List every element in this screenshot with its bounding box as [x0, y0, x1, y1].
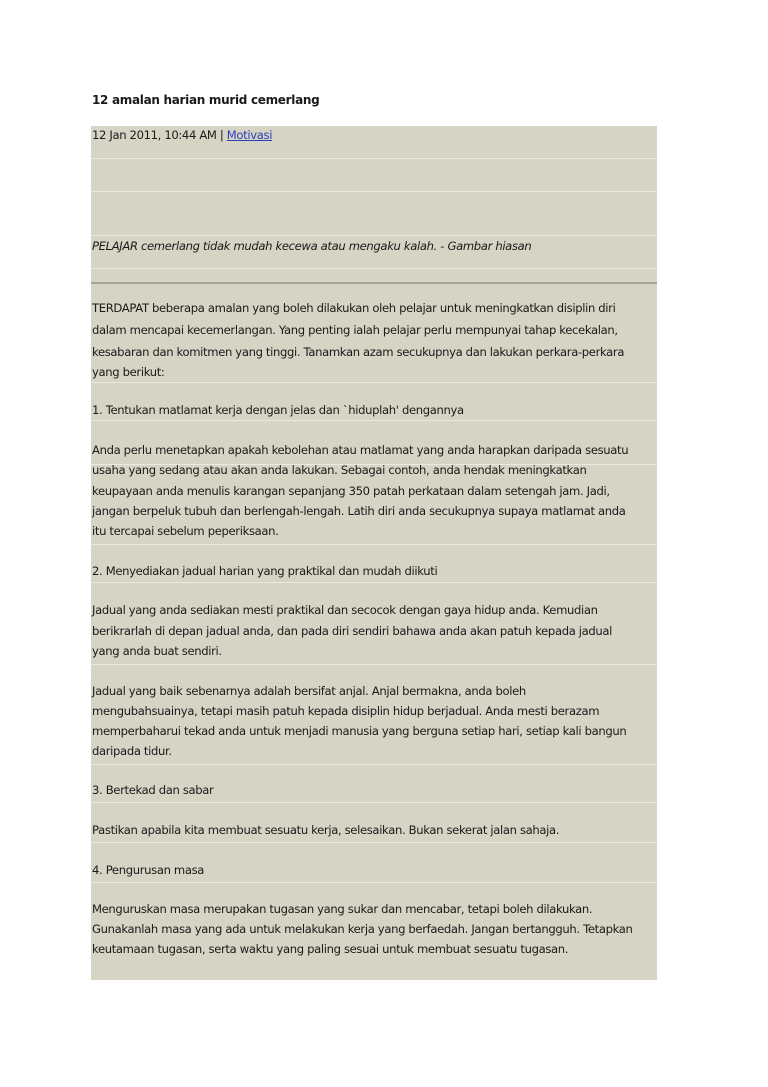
horizontal-rule — [91, 282, 657, 284]
paragraph-line: Anda perlu menetapkan apakah kebolehan atau matlamat yang anda harapkan daripada sesuatu — [92, 443, 629, 457]
paragraph-line: yang anda buat sendiri. — [92, 644, 222, 658]
row-divider — [91, 882, 657, 883]
paragraph-line: usaha yang sedang atau akan anda lakukan. Sebagai contoh, anda hendak meningkatkan — [92, 463, 587, 477]
paragraph-line: memperbaharui tekad anda untuk menjadi manusia yang berguna setiap hari, setiap kali bangun — [92, 724, 627, 738]
paragraph-line: TERDAPAT beberapa amalan yang boleh dilakukan oleh pelajar untuk meningkatkan disiplin diri — [92, 301, 616, 315]
section-heading: 2. Menyediakan jadual harian yang praktikal dan mudah diikuti — [92, 564, 438, 578]
paragraph-line: Menguruskan masa merupakan tugasan yang sukar dan mencabar, tetapi boleh dilakukan. — [92, 902, 593, 916]
paragraph-line: Gunakanlah masa yang ada untuk melakukan kerja yang berfaedah. Jangan bertangguh. Tetapkan — [92, 922, 633, 936]
paragraph-line: itu tercapai sebelum peperiksaan. — [92, 524, 279, 538]
category-link[interactable]: Motivasi — [226, 128, 273, 142]
row-divider — [91, 544, 657, 545]
row-divider — [91, 764, 657, 765]
article-title: 12 amalan harian murid cemerlang — [92, 93, 320, 107]
section-heading: 1. Tentukan matlamat kerja dengan jelas dan `hiduplah' dengannya — [92, 403, 464, 417]
paragraph-line: kesabaran dan komitmen yang tinggi. Tanamkan azam secukupnya dan lakukan perkara-perkara — [92, 345, 625, 359]
paragraph-line: keupayaan anda menulis karangan sepanjang 350 patah perkataan dalam setengah jam. Jadi, — [92, 484, 610, 498]
row-divider — [91, 664, 657, 665]
section-heading: 4. Pengurusan masa — [92, 863, 205, 877]
row-divider — [91, 420, 657, 421]
paragraph-line: keutamaan tugasan, serta waktu yang paling sesuai untuk membuat sesuatu tugasan. — [92, 942, 569, 956]
row-divider — [91, 382, 657, 383]
paragraph-line: daripada tidur. — [92, 744, 172, 758]
row-divider — [91, 191, 657, 192]
paragraph-line: dalam mencapai kecemerlangan. Yang penting ialah pelajar perlu mempunyai tahap kecekalan, — [92, 323, 618, 337]
section-heading: 3. Bertekad dan sabar — [92, 783, 214, 797]
paragraph-line: Jadual yang baik sebenarnya adalah bersifat anjal. Anjal bermakna, anda boleh — [92, 684, 526, 698]
row-divider — [91, 158, 657, 159]
article-meta — [92, 125, 656, 145]
row-divider — [91, 842, 657, 843]
paragraph-line: jangan berpeluk tubuh dan berlengah-lengah. Latih diri anda secukupnya supaya matlamat anda — [92, 504, 626, 518]
paragraph-line: yang berikut: — [92, 365, 165, 379]
image-caption: PELAJAR cemerlang tidak mudah kecewa atau mengaku kalah. - Gambar hiasan — [92, 239, 532, 253]
paragraph-line: berikrarlah di depan jadual anda, dan pada diri sendiri bahawa anda akan patuh kepada jadual — [92, 624, 613, 638]
article-date: 12 Jan 2011, 10:44 AM | — [92, 128, 227, 142]
row-divider — [91, 268, 657, 269]
paragraph-line: Jadual yang anda sediakan mesti praktikal dan secocok dengan gaya hidup anda. Kemudian — [92, 603, 598, 617]
row-divider — [91, 802, 657, 803]
paragraph-line: mengubahsuainya, tetapi masih patuh kepada disiplin hidup berjadual. Anda mesti berazam — [92, 704, 600, 718]
paragraph-line: Pastikan apabila kita membuat sesuatu kerja, selesaikan. Bukan sekerat jalan sahaja. — [92, 823, 560, 837]
row-divider — [91, 582, 657, 583]
